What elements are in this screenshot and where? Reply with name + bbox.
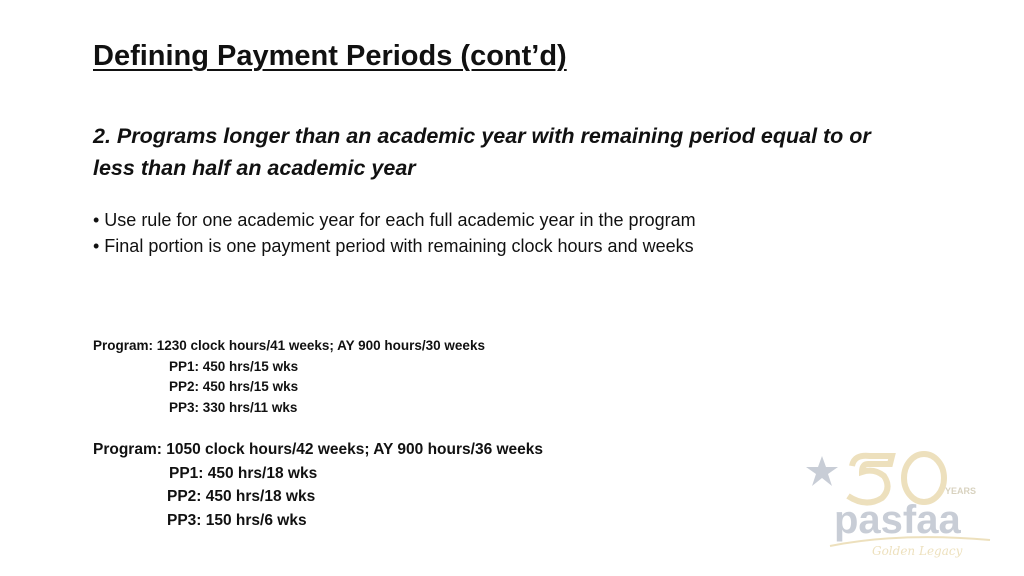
payment-period: PP1: 450 hrs/15 wks xyxy=(169,358,299,374)
payment-period: PP3: 150 hrs/6 wks xyxy=(167,511,307,529)
bullet-list xyxy=(93,207,753,259)
payment-period: PP1: 450 hrs/18 wks xyxy=(169,464,318,482)
slide-subtitle: 2. Programs longer than an academic year with remaining period equal to or less than half an academic year xyxy=(93,124,871,180)
program-line: Program: 1230 clock hours/41 weeks; AY 900 hours/30 weeks xyxy=(93,338,485,353)
program-example-2 xyxy=(93,438,543,532)
logo-tagline: Golden Legacy xyxy=(872,544,963,558)
fifty-zero xyxy=(904,454,944,502)
star-icon xyxy=(806,456,838,486)
bullet-item: • Final portion is one payment period with remaining clock hours and weeks xyxy=(93,236,694,256)
bullet-item: • Use rule for one academic year for each full academic year in the program xyxy=(93,210,696,230)
payment-period: PP2: 450 hrs/15 wks xyxy=(169,379,299,394)
program-line: Program: 1050 clock hours/42 weeks; AY 900 hours/36 weeks xyxy=(93,441,544,458)
payment-period: PP2: 450 hrs/18 wks xyxy=(167,488,316,505)
program-example-1 xyxy=(93,336,485,418)
fifty-numeral xyxy=(848,456,892,503)
slide-title: Defining Payment Periods (cont’d) xyxy=(93,40,567,72)
logo-years-text: YEARS xyxy=(945,486,977,496)
logo-wordmark: pasfaa xyxy=(834,498,961,542)
pasfaa-logo xyxy=(800,448,1000,560)
payment-period: PP3: 330 hrs/11 wks xyxy=(169,399,298,415)
